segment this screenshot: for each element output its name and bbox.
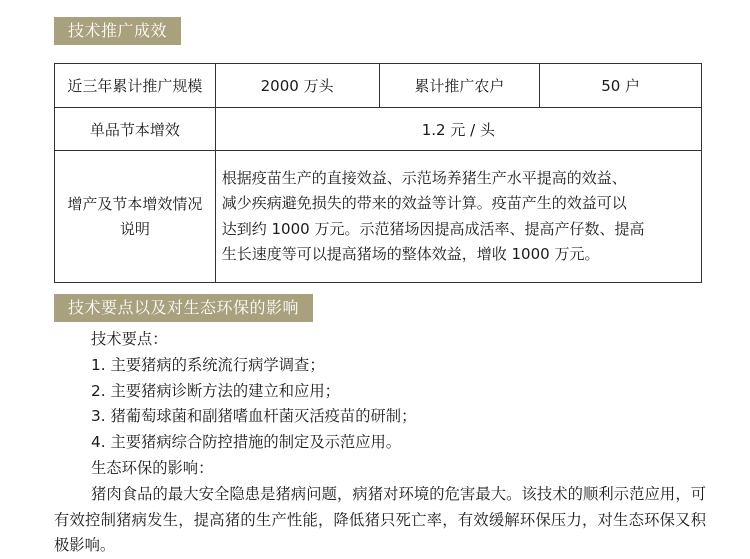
table-row <box>55 151 702 283</box>
value-promotion-scale: 2000 万头 <box>215 64 379 108</box>
list-item: 3. 猪葡萄球菌和副猪嗜血杆菌灭活疫苗的研制； <box>91 407 417 426</box>
label-unit-benefit: 单品节本增效 <box>55 108 216 151</box>
list-item: 2. 主要猪病诊断方法的建立和应用； <box>91 381 340 400</box>
eco-impact-heading: 生态环保的影响： <box>91 458 214 477</box>
label-benefit-description <box>55 151 216 283</box>
label-farmers: 累计推广农户 <box>379 64 540 108</box>
list-item: 1. 主要猪病的系统流行病学调查； <box>91 355 325 374</box>
eco-impact-paragraph: 猪肉食品的最大安全隐患是猪病问题，病猪对环境的危害最大。该技术的顺利示范应用，可有效控制猪病发生，提高猪的生产性能，降低猪只死亡率，有效缓解环保压力，对生态环保又积极影响。 <box>54 484 706 555</box>
results-table <box>54 63 702 283</box>
section-title-results: 技术推广成效 <box>54 17 181 45</box>
list-item: 4. 主要猪病综合防控措施的制定及示范应用。 <box>91 433 402 452</box>
benefit-description <box>215 151 701 283</box>
key-points-heading: 技术要点： <box>91 330 168 348</box>
value-farmers: 50 户 <box>540 64 702 108</box>
desc-line: 减少疾病避免损失的带来的效益等计算。疫苗产生的效益可以 <box>221 194 627 212</box>
desc-line: 根据疫苗生产的直接效益、示范场养猪生产水平提高的效益、 <box>221 168 627 187</box>
desc-line: 达到约 1000 万元。示范猪场因提高成活率、提高产仔数、提高 <box>221 219 645 238</box>
table-row <box>55 108 702 151</box>
section-title-key-points: 技术要点以及对生态环保的影响 <box>54 294 313 322</box>
label-line: 说明 <box>119 219 150 238</box>
table-row <box>55 64 702 108</box>
label-promotion-scale: 近三年累计推广规模 <box>55 64 216 108</box>
label-line: 增产及节本增效情况 <box>67 194 203 213</box>
desc-line: 生长速度等可以提高猪场的整体效益，增收 1000 万元。 <box>221 245 600 263</box>
value-unit-benefit: 1.2 元 / 头 <box>215 108 701 151</box>
key-points-body <box>54 327 706 559</box>
